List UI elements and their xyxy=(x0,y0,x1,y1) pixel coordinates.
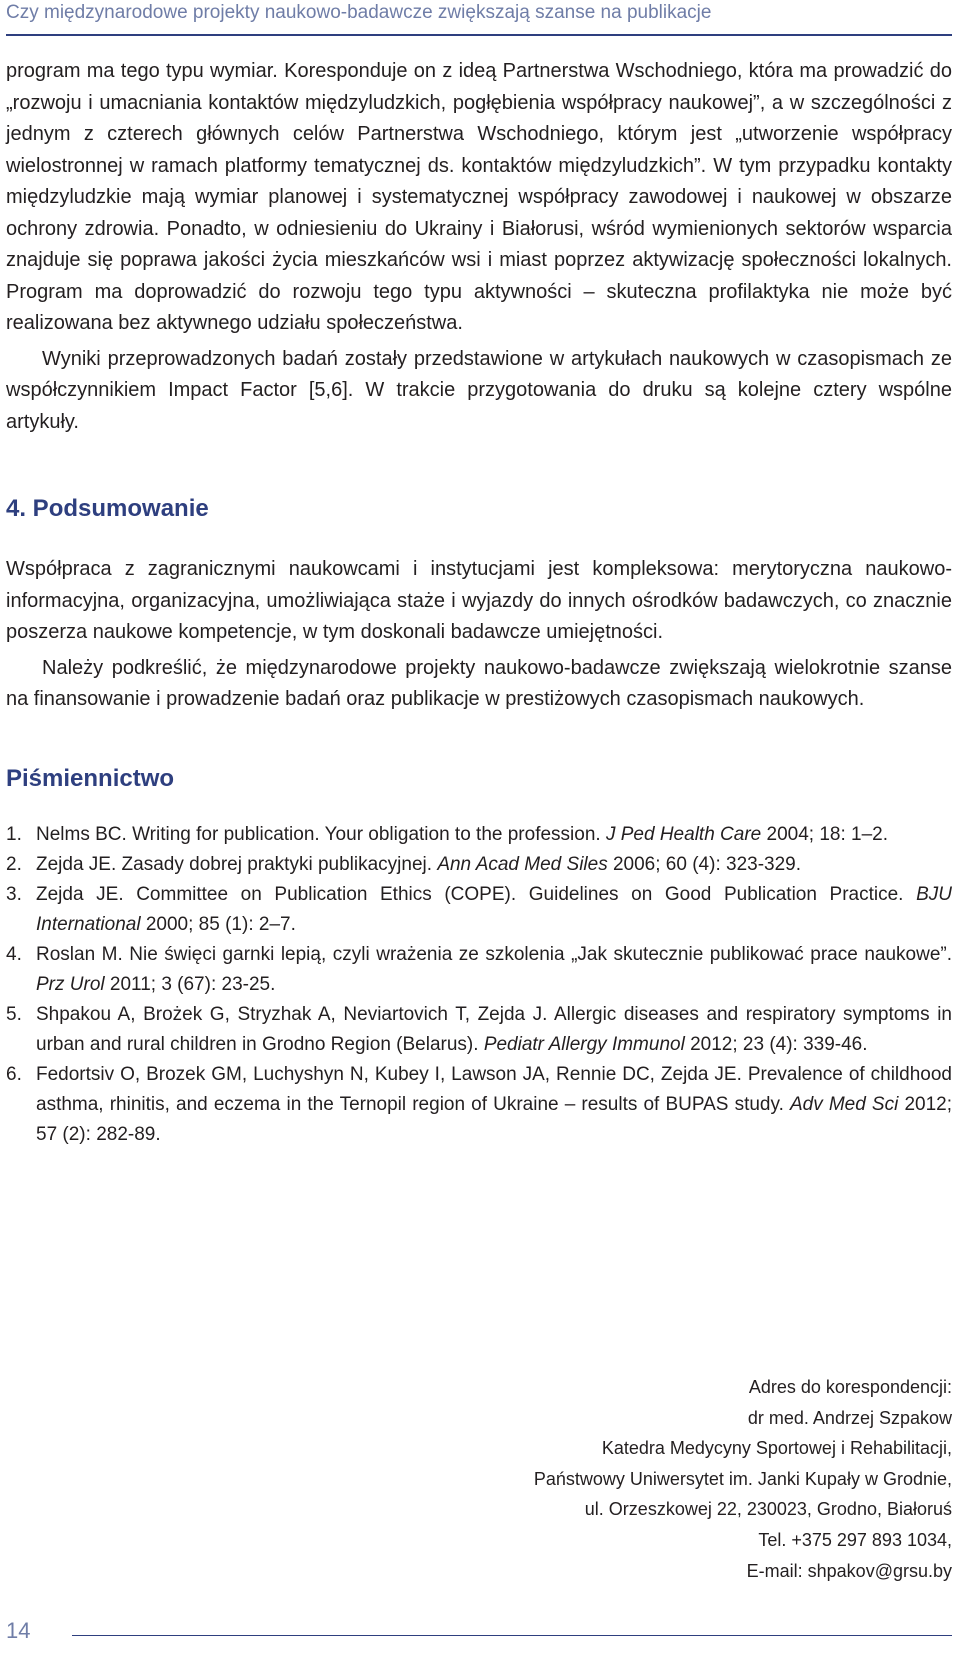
reference-text: Roslan M. Nie święci garnki lepią, czyli wrażenia ze szkolenia „Jak skutecznie publikować prace naukowe”. xyxy=(36,943,952,965)
correspondence-phone: Tel. +375 297 893 1034, xyxy=(758,1529,952,1550)
reference-item xyxy=(6,880,952,940)
reference-journal: J Ped Health Care xyxy=(605,823,762,845)
body-paragraph: Wyniki przeprowadzonych badań zostały przedstawione w artykułach naukowych w czasopismach ze współczynnikiem Impact Factor [5,6]. W trakcie przygotowania do druku są kolejne cztery wspólne artykuły. xyxy=(6,347,952,433)
reference-number: 6. xyxy=(6,1063,22,1085)
reference-number: 4. xyxy=(6,943,22,965)
reference-details: 2012; 57 (2): 282-89. xyxy=(36,1093,952,1145)
reference-journal: Pediatr Allergy Immunol xyxy=(483,1033,685,1055)
reference-item xyxy=(6,1000,952,1060)
reference-list xyxy=(6,820,952,1150)
reference-text: Zejda JE. Committee on Publication Ethics (COPE). Guidelines on Good Publication Practice. xyxy=(36,883,917,905)
reference-number: 5. xyxy=(6,1003,22,1025)
reference-number: 2. xyxy=(6,853,22,875)
correspondence-address xyxy=(534,1372,952,1586)
reference-number: 3. xyxy=(6,883,22,905)
reference-details: 2011; 3 (67): 23-25. xyxy=(104,973,276,995)
reference-text: Fedortsiv O, Brozek GM, Luchyshyn N, Kubey I, Lawson JA, Rennie DC, Zejda JE. Prevalence of childhood asthma, rhinitis, and eczema in the Ternopil region of Ukraine – results of BUPAS study. xyxy=(36,1063,952,1115)
reference-text: Zejda JE. Zasady dobrej praktyki publikacyjnej. xyxy=(36,853,438,875)
summary-paragraph: Współpraca z zagranicznymi naukowcami i instytucjami jest kompleksowa: merytoryczna naukowo-informacyjna, organizacyjna, umożliwiająca staże i wyjazdy do innych ośrodków badawczych, co znacznie poszerza naukowe kompetencje, w tym doskonali badawcze umiejętności. xyxy=(6,558,952,643)
reference-item xyxy=(6,850,952,880)
reference-details: 2000; 85 (1): 2–7. xyxy=(140,913,296,935)
correspondence-name: dr med. Andrzej Szpakow xyxy=(747,1407,952,1428)
footer-rule xyxy=(72,1635,952,1636)
reference-details: 2004; 18: 1–2. xyxy=(761,823,888,845)
reference-text: Shpakou A, Brożek G, Stryzhak A, Neviartovich T, Zejda J. Allergic diseases and respiratory symptoms in urban and rural children in Grodno Region (Belarus). xyxy=(36,1003,952,1055)
reference-number: 1. xyxy=(6,823,22,845)
correspondence-label: Adres do korespondencji: xyxy=(748,1377,952,1397)
summary-paragraph: Należy podkreślić, że międzynarodowe projekty naukowo-badawcze zwiększają wielokrotnie szanse na finansowanie i prowadzenie badań oraz publikacje w prestiżowych czasopismach naukowych. xyxy=(6,656,952,710)
reference-item xyxy=(6,1060,952,1150)
body-paragraph: program ma tego typu wymiar. Koresponduje on z ideą Partnerstwa Wschodniego, która ma prowadzić do „rozwoju i umacniania kontaktów międzyludzkich, pogłębienia współpracy naukowej”, a w szczególności z jednym z czterech głównych celów Partnerstwa Wschodniego, którym jest „utworzenie współpracy wielostronnej w ramach platformy tematycznej ds. kontaktów międzyludzkich”. W tym przypadku kontakty międzyludzkie mają wymiar planowej i systematycznej współpracy zawodowej i naukowej w obszarze ochrony zdrowia. Ponadto, w odniesieniu do Ukrainy i Białorusi, wśród wymienionych sektorów wsparcia znajduje się poprawa jakości życia mieszkańców wsi i miast poprzez aktywizację społeczności lokalnych. Program ma doprowadzić do rozwoju tego typu aktywności – skuteczna profilaktyka nie może być realizowana bez aktywnego udziału społeczeństwa. xyxy=(6,60,952,334)
correspondence-department: Katedra Medycyny Sportowej i Rehabilitacji, xyxy=(601,1438,952,1459)
correspondence-university: Państwowy Uniwersytet im. Janki Kupały w Grodnie, xyxy=(533,1468,952,1489)
section-heading-summary: 4. Podsumowanie xyxy=(6,495,209,522)
running-title: Czy międzynarodowe projekty naukowo-badawcze zwiększają szanse na publikacje xyxy=(6,0,952,36)
correspondence-email: E-mail: shpakov@grsu.by xyxy=(746,1560,952,1581)
reference-item xyxy=(6,820,952,850)
reference-text: Nelms BC. Writing for publication. Your obligation to the profession. xyxy=(36,823,606,845)
reference-journal: Ann Acad Med Siles xyxy=(437,853,608,875)
reference-details: 2006; 60 (4): 323-329. xyxy=(607,853,802,875)
correspondence-street: ul. Orzeszkowej 22, 230023, Grodno, Białoruś xyxy=(584,1499,952,1520)
page-content xyxy=(6,56,952,1150)
reference-journal: Adv Med Sci xyxy=(789,1093,899,1115)
reference-details: 2012; 23 (4): 339-46. xyxy=(684,1033,868,1055)
section-heading-references: Piśmiennictwo xyxy=(6,764,175,792)
page-number: 14 xyxy=(6,1618,31,1643)
reference-journal: Prz Urol xyxy=(36,973,105,995)
reference-item xyxy=(6,940,952,1000)
reference-journal: BJU International xyxy=(36,883,952,935)
